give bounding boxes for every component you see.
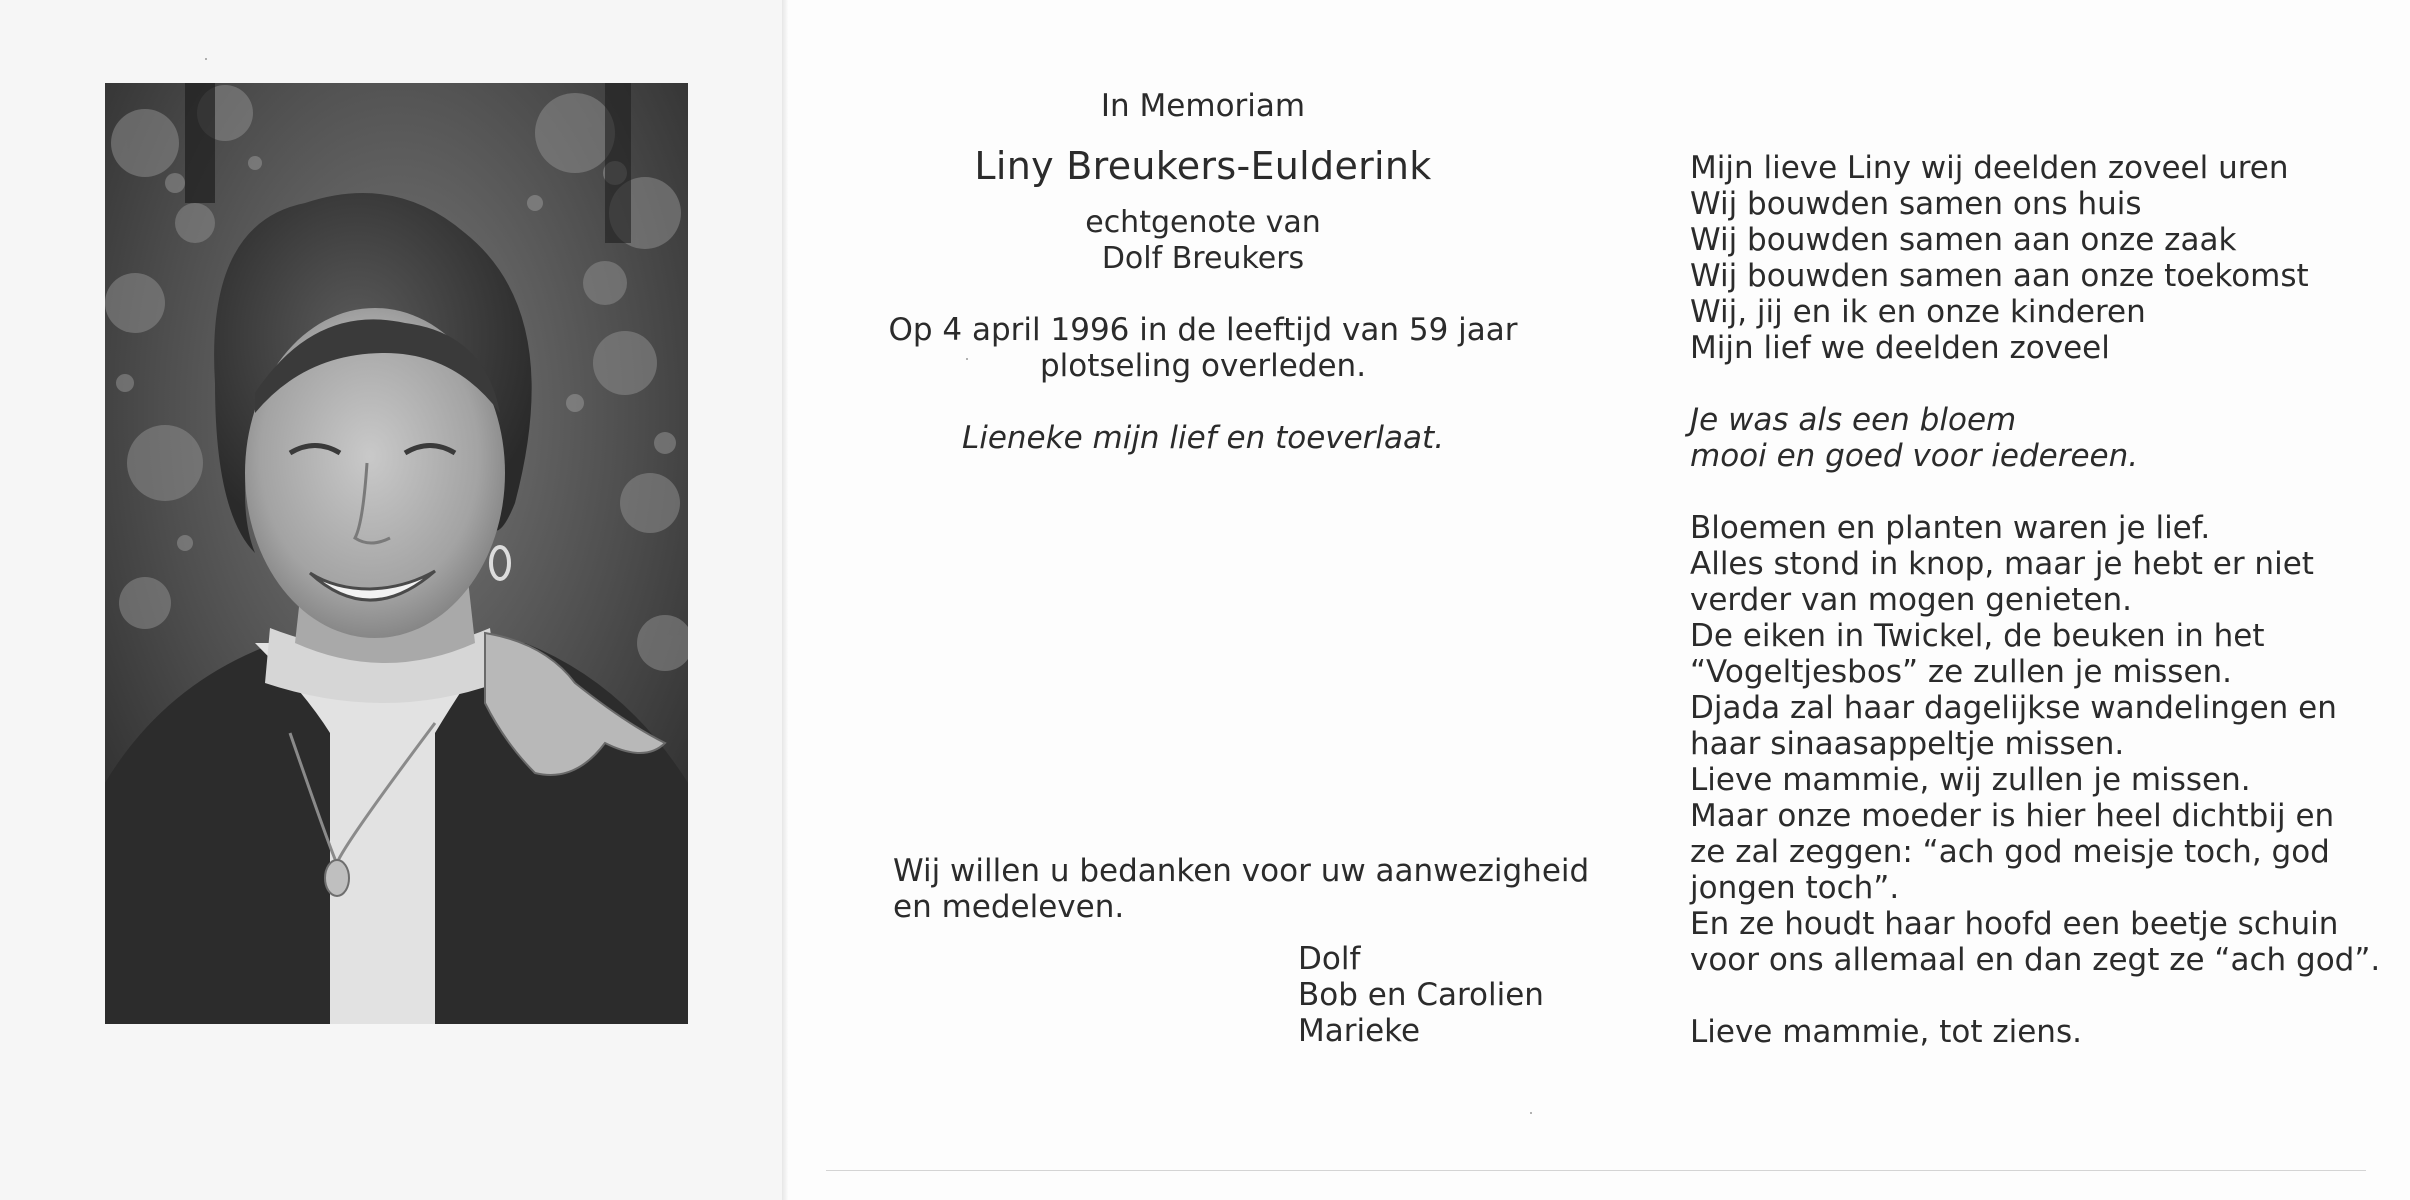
signers-list [1298,941,1544,1049]
signer-name: Marieke [1298,1013,1421,1049]
spouse-name: Dolf Breukers [1101,241,1305,276]
poem-line: De eiken in Twickel, de beuken in het [1690,618,2265,654]
portrait-illustration [105,83,688,1024]
poem-line: verder van mogen genieten. [1690,582,2133,618]
bottom-edge-line [826,1170,2366,1171]
announcement-panel [788,0,1618,1200]
poem [1690,150,2390,1050]
poem-line: ze zal zeggen: “ach god meisje toch, god [1690,834,2330,870]
poem-line: Bloemen en planten waren je lief. [1690,510,2211,546]
memoriam-heading: In Memoriam [1100,88,1306,124]
paper-speck [1530,1112,1532,1114]
poem-line: voor ons allemaal en dan zegt ze “ach god”. [1690,942,2381,978]
stanza-gap [1690,366,2390,402]
portrait-photo [105,83,688,1024]
thanks-line: Wij willen u bedanken voor uw aanwezigheid [893,853,1590,889]
poem-line: haar sinaasappeltje missen. [1690,726,2125,762]
poem-line: Djada zal haar dagelijkse wandelingen en [1690,690,2337,726]
paper-speck [205,58,207,60]
poem-line: En ze houdt haar hoofd een beetje schuin [1690,906,2339,942]
dedication-quote: Lieneke mijn lief en toeverlaat. [961,420,1445,456]
poem-line: Alles stond in knop, maar je hebt er niet [1690,546,2314,582]
thanks-message [893,853,1590,925]
poem-panel [1618,0,2410,1200]
death-circumstance-line: plotseling overleden. [1039,348,1367,384]
poem-line: Wij, jij en ik en onze kinderen [1690,294,2146,330]
stanza-gap [1690,474,2390,510]
paper-speck [966,358,968,360]
poem-line: Lieve mammie, wij zullen je missen. [1690,762,2251,798]
stanza-gap [1690,978,2390,1014]
spouse-relation: echtgenote van [1085,205,1321,240]
thanks-line: en medeleven. [893,889,1125,925]
poem-line: Lieve mammie, tot ziens. [1690,1014,2082,1050]
poem-line: Je was als een bloem [1690,402,2017,438]
poem-line: “Vogeltjesbos” ze zullen je missen. [1690,654,2233,690]
poem-line: Maar onze moeder is hier heel dichtbij en [1690,798,2335,834]
poem-line: Wij bouwden samen ons huis [1690,186,2142,222]
signer-name: Bob en Carolien [1298,977,1544,1013]
poem-line: Wij bouwden samen aan onze toekomst [1690,258,2309,294]
signer-name: Dolf [1298,941,1361,977]
death-date-line: Op 4 april 1996 in de leeftijd van 59 jaar [888,312,1518,348]
deceased-name: Liny Breukers-Eulderink [974,144,1432,188]
poem-line: mooi en goed voor iedereen. [1690,438,2139,474]
poem-line: jongen toch”. [1690,870,1900,906]
poem-line: Mijn lieve Liny wij deelden zoveel uren [1690,150,2289,186]
poem-line: Wij bouwden samen aan onze zaak [1690,222,2237,258]
poem-line: Mijn lief we deelden zoveel [1690,330,2110,366]
photo-panel [0,0,785,1200]
